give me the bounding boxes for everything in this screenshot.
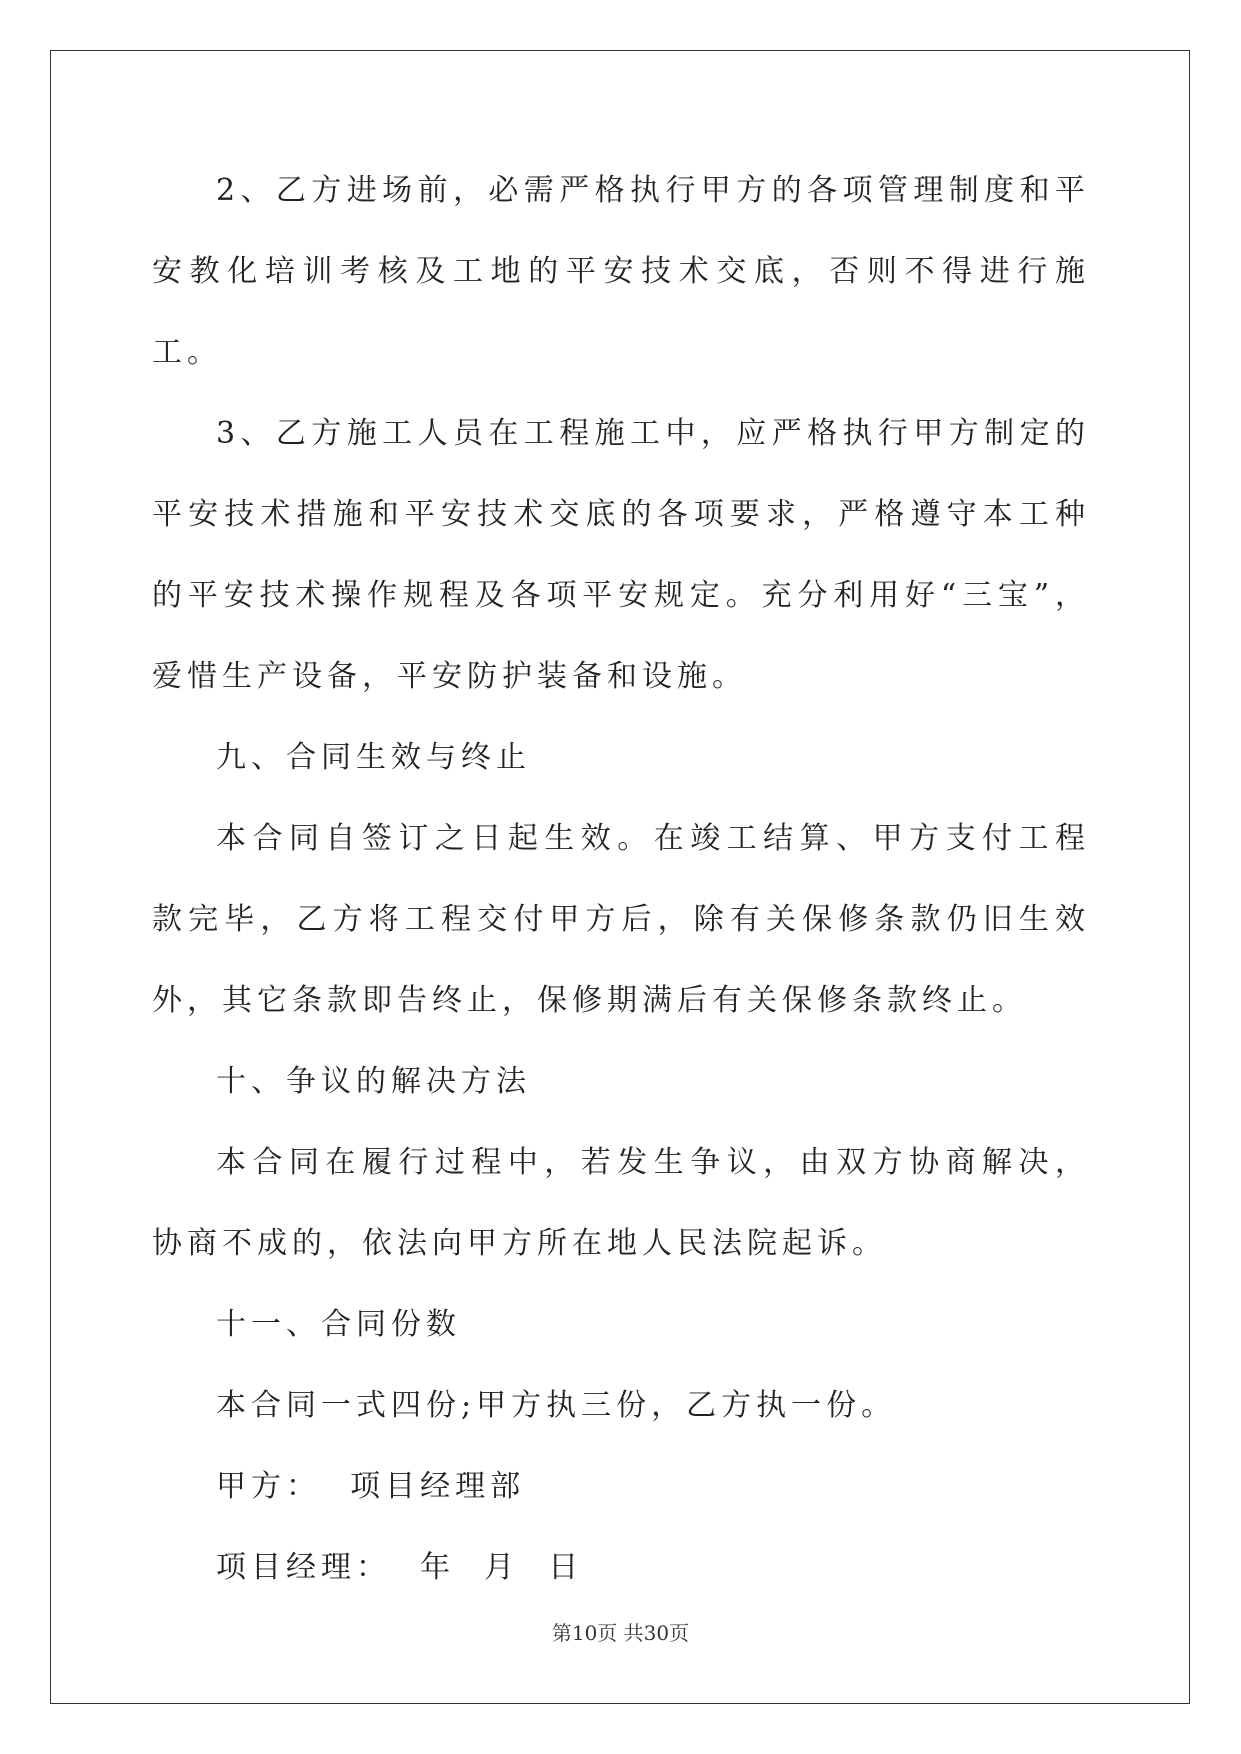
paragraph-copies: 本合同一式四份;甲方执三份，乙方执一份。 [216,1388,897,1423]
section-heading-copies: 十一、合同份数 [216,1307,461,1342]
page-number-footer: 第10页 共30页 [551,1621,690,1645]
paragraph-dispute: 本合同在履行过程中，若发生争议，由双方协商解决，协商不成的，依法向甲方所在地人民法院起诉。 [152,1145,1090,1261]
document-body [152,150,1090,1608]
paragraph-clause-3: 3、乙方施工人员在工程施工中，应严格执行甲方制定的平安技术措施和平安技术交底的各项要求，严格遵守本工种的平安技术操作规程及各项平安规定。充分利用好“三宝”，爱惜生产设备，平安防护装备和设施。 [152,416,1090,694]
paragraph-effect-termination: 本合同自签订之日起生效。在竣工结算、甲方支付工程款完毕，乙方将工程交付甲方后，除有关保修条款仍旧生效外，其它条款即告终止，保修期满后有关保修条款终止。 [152,821,1090,1018]
signature-party-a: 甲方： 项目经理部 [216,1469,526,1504]
section-heading-effect-termination: 九、合同生效与终止 [216,740,531,775]
paragraph-clause-2: 2、乙方进场前，必需严格执行甲方的各项管理制度和平安教化培训考核及工地的平安技术交底，否则不得进行施工。 [152,173,1090,370]
signature-project-manager: 项目经理： 年 月 日 [216,1550,584,1585]
section-heading-dispute: 十、争议的解决方法 [216,1064,531,1099]
